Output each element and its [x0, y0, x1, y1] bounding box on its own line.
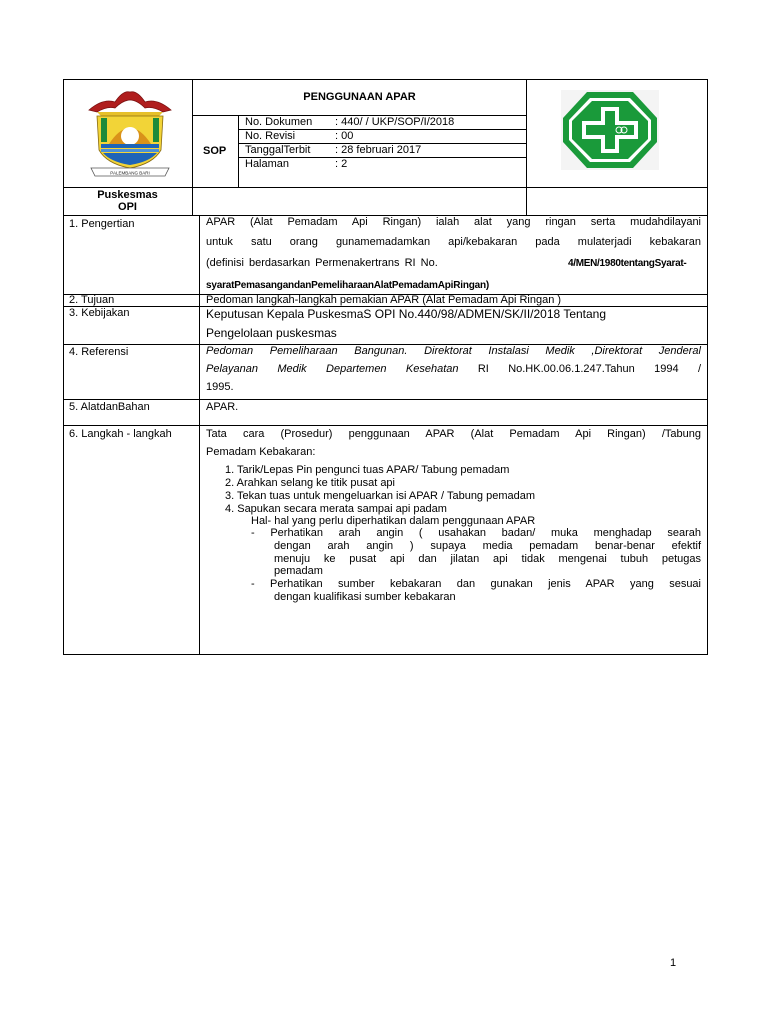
label-pengertian: 1. Pengertian: [69, 218, 135, 230]
referensi-line2: [206, 363, 701, 376]
tujuan-text: Pedoman langkah-langkah pemakian APAR (Alat Pemadam Api Ringan ): [206, 294, 562, 306]
pengertian-line2: untuk satu orang gunamemadamkan api/kebakaran pada mulaterjadi kebakaran: [206, 236, 701, 248]
org-name-line1: Puskesmas: [97, 189, 158, 201]
pengertian-line3a: (definisi berdasarkan Permenakertrans RI No.: [206, 257, 438, 269]
pengertian-line1: APAR (Alat Pemadam Api Ringan) ialah alat yang ringan serta mudahdilayani: [206, 216, 701, 228]
note-2-line2: dengan kualifikasi sumber kebakaran: [274, 591, 456, 603]
label-langkah: 6. Langkah - langkah: [69, 428, 172, 440]
referensi-line2-italic: Pelayanan Medik Departemen Kesehatan: [206, 363, 459, 375]
kebijakan-line1: Keputusan Kepala PuskesmaS OPI No.440/98/ADMEN/SK/II/2018 Tentang: [206, 307, 607, 321]
step-4: 4. Sapukan secara merata sampai api padam: [225, 503, 447, 515]
note-1-line4: pemadam: [274, 565, 323, 577]
referensi-line3: 1995.: [206, 381, 234, 393]
label-tujuan: 2. Tujuan: [69, 294, 115, 306]
meta-label-no-revisi: No. Revisi: [245, 130, 296, 142]
note-1-line2: dengan arah angin ) supaya media pemadam benar-benar efektif: [274, 540, 701, 552]
langkah-intro-line1: Tata cara (Prosedur) penggunaan APAR (Alat Pemadam Api Ringan) /Tabung: [206, 428, 701, 440]
logo-ribbon-text: PALEMBANG BARI: [110, 170, 150, 176]
document-title: PENGGUNAAN APAR: [303, 91, 416, 103]
puskesmas-cross-logo: [561, 90, 659, 170]
meta-label-no-dokumen: No. Dokumen: [245, 116, 313, 128]
step-3: 3. Tekan tuas untuk mengeluarkan isi APAR / Tabung pemadam: [225, 490, 536, 502]
alat-bahan-text: APAR.: [206, 401, 239, 413]
kebijakan-line2: Pengelolaan puskesmas: [206, 326, 337, 340]
label-kebijakan: 3. Kebijakan: [69, 307, 130, 319]
meta-label-halaman: Halaman: [245, 158, 290, 170]
note-1-line1: - Perhatikan arah angin ( usahakan badan/ muka menghadap searah: [251, 527, 701, 539]
pengertian-line4: syaratPemasangandanPemeliharaanAlatPemadamApiRingan): [206, 280, 490, 291]
langkah-intro-line2: Pemadam Kebakaran:: [206, 446, 316, 458]
step-2: 2. Arahkan selang ke titik pusat api: [225, 477, 395, 489]
meta-label-tanggal: TanggalTerbit: [245, 144, 311, 156]
page-number: 1: [670, 957, 677, 969]
referensi-line1: Pedoman Pemeliharaan Bangunan. Direktorat Instalasi Medik ,Direktorat Jenderal: [206, 345, 701, 357]
referensi-line2-rest: RI No.HK.00.06.1.247.Tahun 1994 /: [458, 363, 701, 375]
label-referensi: 4. Referensi: [69, 346, 129, 358]
city-emblem-logo: [83, 88, 177, 182]
note-2-line1: - Perhatikan sumber kebakaran dan gunakan jenis APAR yang sesuai: [251, 578, 701, 590]
step-1: 1. Tarik/Lepas Pin pengunci tuas APAR/ Tabung pemadam: [225, 464, 510, 476]
pengertian-line3b: 4/MEN/1980tentangSyarat-: [568, 258, 687, 269]
meta-value-tanggal: : 28 februari 2017: [335, 144, 422, 156]
note-1-line3: menuju ke pusat api dan jilatan api tidak mengenai tubuh petugas: [274, 553, 701, 565]
note-title: Hal- hal yang perlu diperhatikan dalam penggunaan APAR: [251, 515, 536, 527]
label-alat-bahan: 5. AlatdanBahan: [69, 401, 150, 413]
meta-value-no-revisi: : 00: [335, 130, 354, 142]
sop-label: SOP: [203, 145, 227, 157]
org-name-line2: OPI: [118, 201, 137, 213]
meta-value-halaman: : 2: [335, 158, 348, 170]
meta-value-no-dokumen: : 440/ / UKP/SOP/I/2018: [335, 116, 455, 128]
